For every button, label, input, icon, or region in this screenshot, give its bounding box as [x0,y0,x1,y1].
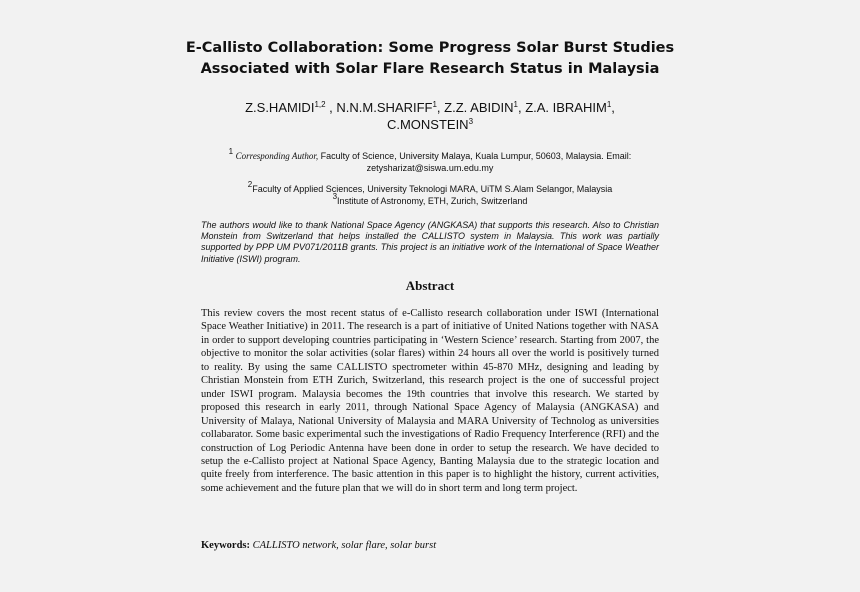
abstract-heading: Abstract [405,278,455,293]
author-affiliation-mark: 3 [468,117,474,126]
affiliation-2-3 [190,180,670,207]
affiliation-text: Faculty of Applied Sciences, University Teknologi MARA, UiTM S.Alam Selangor, Malaysia [252,184,613,194]
keywords-values: CALLISTO network, solar flare, solar burst [252,540,437,551]
keywords-label: Keywords: [201,540,250,551]
affiliation-mark: 1 [228,147,234,156]
author-affiliation-mark: 1 [432,100,437,109]
affiliation-2 [190,180,670,195]
affiliation-text: Institute of Astronomy, ETH, Zurich, Switzerland [337,196,528,206]
paper-title [0,38,860,80]
abstract-body: This review covers the most recent status of e-Callisto research collaboration under ISWI (International Space Weather Initiative) in 2011. The research is a part of initiative of United Nations together with NASA in order to support developing countries participating in ‘Western Science’ research. Starting from 2007, the objective to monitor the solar activities (solar flares) within 24 hours all over the world is positively turned to reality. By using the same CALLISTO spectrometer within 45-870 MHz, designing and leading by Christian Monstein from ETH Zurich, Switzerland, this research project is the one of successful project under ISWI program. Malaysia becomes the 19th countries that involve this research. We started by proposed this research in early 2011, through National Space Agency of Malaysia (ANGKASA) and University of Malaya, National University of Malaysia and MARA University of Technolog as universities collabarator. Some basic experimental such the investigations of Radio Frequency Interference (RFI) and the construction of Log Periodic Antenna have been done in order to setup the research. We have decided to setup the e-Callisto project at National Space Agency, Banting Malaysia due to the strategic location and quite freely from interference. The basic attention in this paper is to highlight the history, current activities, some achievement and the future plan that we will do in short term and long term project. [201,308,659,494]
affiliation-3 [190,192,670,207]
author-name: Z.A. IBRAHIM [525,100,607,115]
author-name: C.MONSTEIN [386,117,469,132]
author-affiliation-mark: 1,2 [314,100,326,109]
corresponding-author-label: Corresponding Author, [235,151,319,161]
author-list [0,99,860,133]
affiliation-1 [190,147,670,174]
acknowledgement-paragraph: The authors would like to thank National Space Agency (ANGKASA) that supports this research. Also to Christian Monstein from Switzerland that helps installed the CALLISTO system in Malaysia. This work was partially supported by PPP UM PV071/2011B grants. This project is an initiative work of the International of Space Weather Initiative (ISWI) program. [201,220,659,264]
author-name: Z.S.HAMIDI [245,100,315,115]
author-affiliation-mark: 1 [513,100,518,109]
title-line-1: E-Callisto Collaboration: Some Progress Solar Burst Studies [185,40,675,56]
author-name: N.N.M.SHARIFF [336,100,433,115]
author-separator: , [611,100,615,115]
author-line-1 [0,99,860,116]
affiliation-text: Faculty of Science, University Malaya, Kuala Lumpur, 50603, Malaysia. Email: zetysharizat@siswa.um.edu.my [318,151,632,173]
title-line-2: Associated with Solar Flare Research Status in Malaysia [200,61,660,77]
affiliation-mark: 2 [247,180,253,189]
author-separator: , [517,100,526,115]
author-separator: , [436,100,445,115]
author-line-2 [0,116,860,133]
author-name: Z.Z. ABIDIN [444,100,514,115]
author-separator: , [325,100,337,115]
keywords-line [201,539,659,552]
author-affiliation-mark: 1 [606,100,612,109]
affiliation-mark: 3 [332,192,338,201]
